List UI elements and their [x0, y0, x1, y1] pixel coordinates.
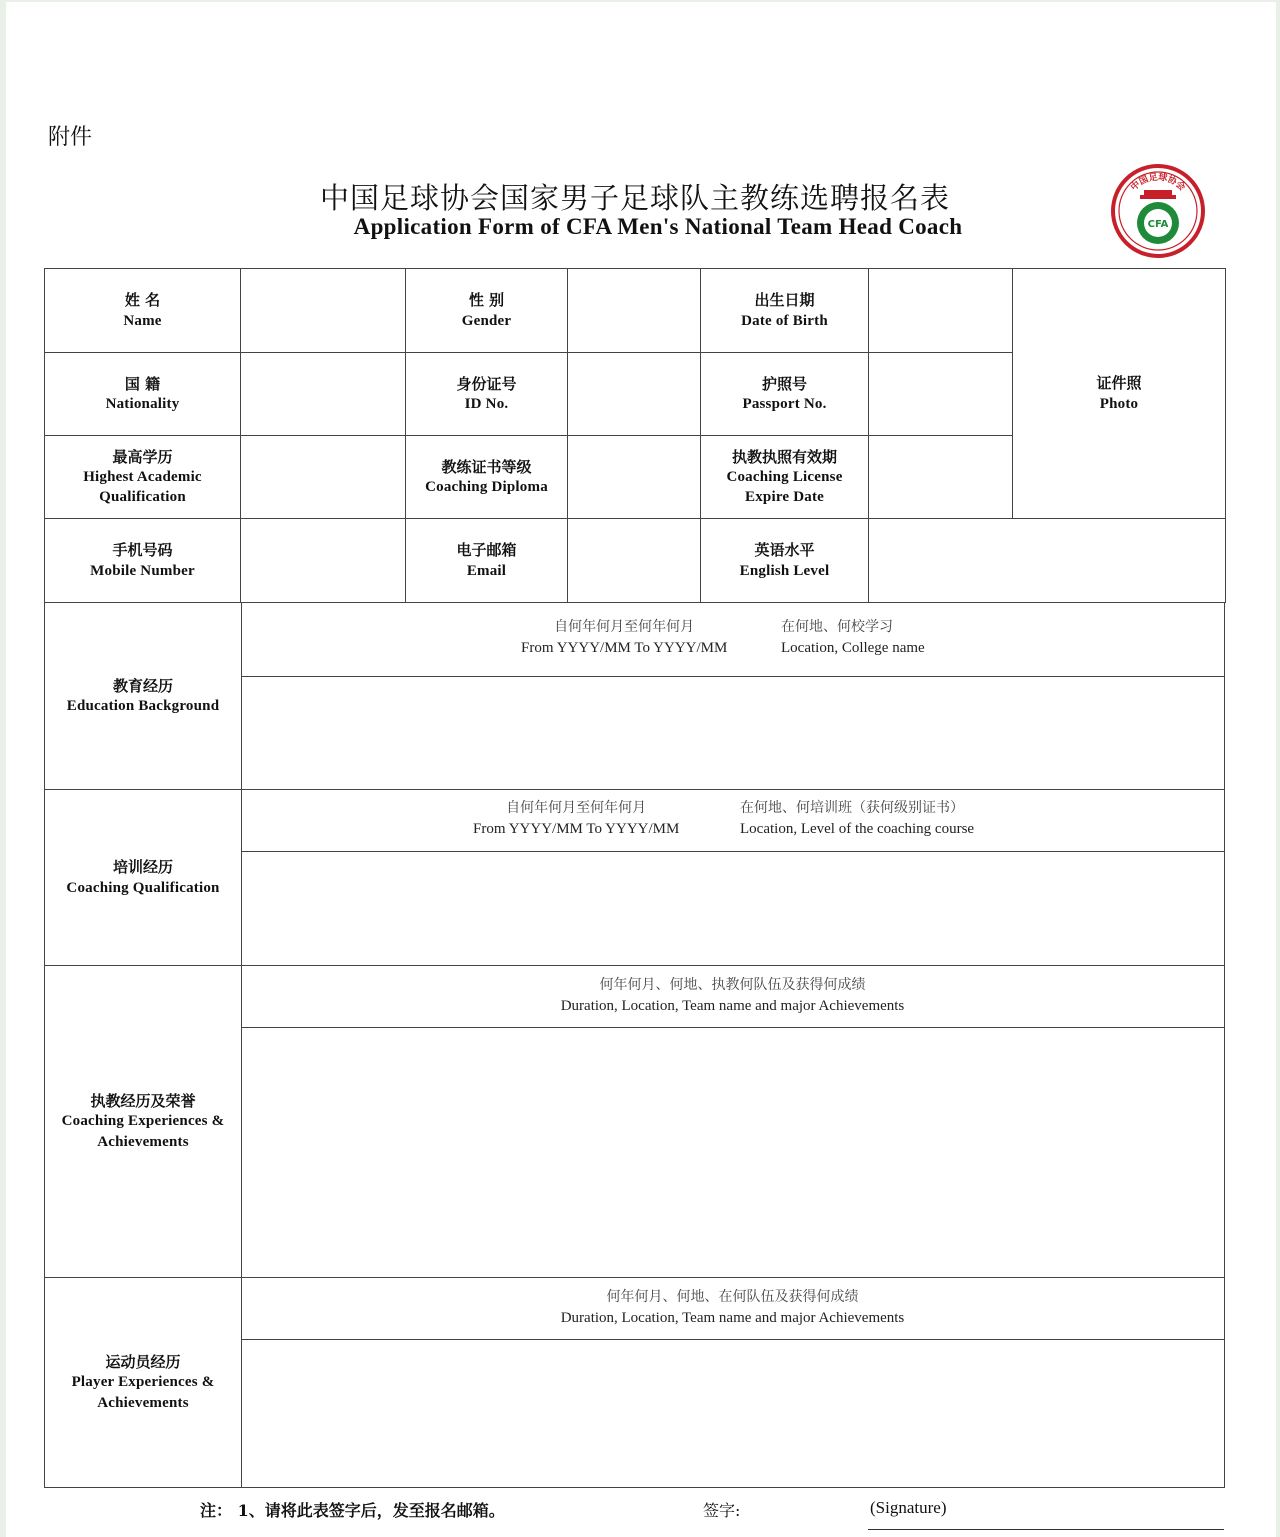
cfa-emblem-icon	[1110, 163, 1206, 259]
emblem-text: CFA	[1147, 219, 1169, 230]
passport-label: 护照号 Passport No.	[701, 353, 869, 436]
nationality-label: 国 籍 Nationality	[45, 353, 241, 436]
email-field[interactable]	[568, 519, 701, 603]
email-label: 电子邮箱 Email	[406, 519, 568, 603]
attachment-label: 附件	[48, 125, 93, 150]
education-date-hint: 自何年何月至何年何月 From YYYY/MM To YYYY/MM	[521, 619, 728, 656]
coaching-experience-header	[241, 966, 1224, 1028]
player-experience-header	[241, 1278, 1224, 1340]
coaching-experience-label: 执教经历及荣誉 Coaching Experiences & Achievements	[45, 966, 242, 1277]
license-expire-label: 执教执照有效期 Coaching License Expire Date	[701, 436, 869, 519]
footer-note: 注： 1、请将此表签字后，发至报名邮箱。	[200, 1501, 505, 1520]
education-header	[241, 603, 1224, 677]
gender-label: 性 别 Gender	[406, 269, 568, 353]
coaching-diploma-field[interactable]	[568, 436, 701, 519]
name-label: 姓 名 Name	[45, 269, 241, 353]
academic-qualification-label: 最高学历 Highest Academic Qualification	[45, 436, 241, 519]
player-experience-section	[44, 1277, 1225, 1488]
name-field[interactable]	[241, 269, 406, 353]
signature-line[interactable]	[868, 1529, 1224, 1530]
personal-info-table	[44, 268, 1226, 603]
id-no-field[interactable]	[568, 353, 701, 436]
player-experience-field[interactable]	[241, 1340, 1224, 1487]
academic-qualification-field[interactable]	[241, 436, 406, 519]
emblem-ring-text: 中国足球协会	[1129, 172, 1187, 194]
signature-label-en: (Signature)	[870, 1498, 947, 1517]
training-label: 培训经历 Coaching Qualification	[45, 790, 242, 965]
form-title-en: Application Form of CFA Men's National Team Head Coach	[353, 214, 963, 239]
education-field[interactable]	[241, 677, 1224, 789]
form-title-zh: 中国足球协会国家男子足球队主教练选聘报名表	[319, 181, 950, 215]
gender-field[interactable]	[568, 269, 701, 353]
passport-field[interactable]	[869, 353, 1013, 436]
english-level-field[interactable]	[869, 519, 1226, 603]
coaching-experience-hint: 何年何月、何地、执教何队伍及获得何成绩 Duration, Location, Team name and major Achievements	[560, 977, 905, 1014]
education-location-hint: 在何地、何校学习 Location, College name	[781, 619, 925, 656]
birth-date-field[interactable]	[869, 269, 1013, 353]
training-date-hint: 自何年何月至何年何月 From YYYY/MM To YYYY/MM	[473, 800, 680, 837]
coaching-diploma-label: 教练证书等级 Coaching Diploma	[406, 436, 568, 519]
nationality-field[interactable]	[241, 353, 406, 436]
training-header	[241, 790, 1224, 852]
english-level-label: 英语水平 English Level	[701, 519, 869, 603]
photo-cell[interactable]: 证件照 Photo	[1013, 269, 1226, 519]
mobile-label: 手机号码 Mobile Number	[45, 519, 241, 603]
coaching-experience-section	[44, 965, 1225, 1278]
education-section	[44, 602, 1225, 790]
mobile-field[interactable]	[241, 519, 406, 603]
player-experience-label: 运动员经历 Player Experiences & Achievements	[45, 1278, 242, 1487]
training-field[interactable]	[241, 852, 1224, 965]
coaching-experience-field[interactable]	[241, 1028, 1224, 1277]
player-experience-hint: 何年何月、何地、在何队伍及获得何成绩 Duration, Location, Team name and major Achievements	[560, 1289, 905, 1326]
education-label: 教育经历 Education Background	[45, 603, 242, 789]
training-section	[44, 789, 1225, 966]
license-expire-field[interactable]	[869, 436, 1013, 519]
signature-label-zh: 签字:	[703, 1501, 741, 1520]
id-no-label: 身份证号 ID No.	[406, 353, 568, 436]
training-course-hint: 在何地、何培训班（获何级别证书） Location, Level of the coaching course	[740, 800, 975, 837]
birth-date-label: 出生日期 Date of Birth	[701, 269, 869, 353]
